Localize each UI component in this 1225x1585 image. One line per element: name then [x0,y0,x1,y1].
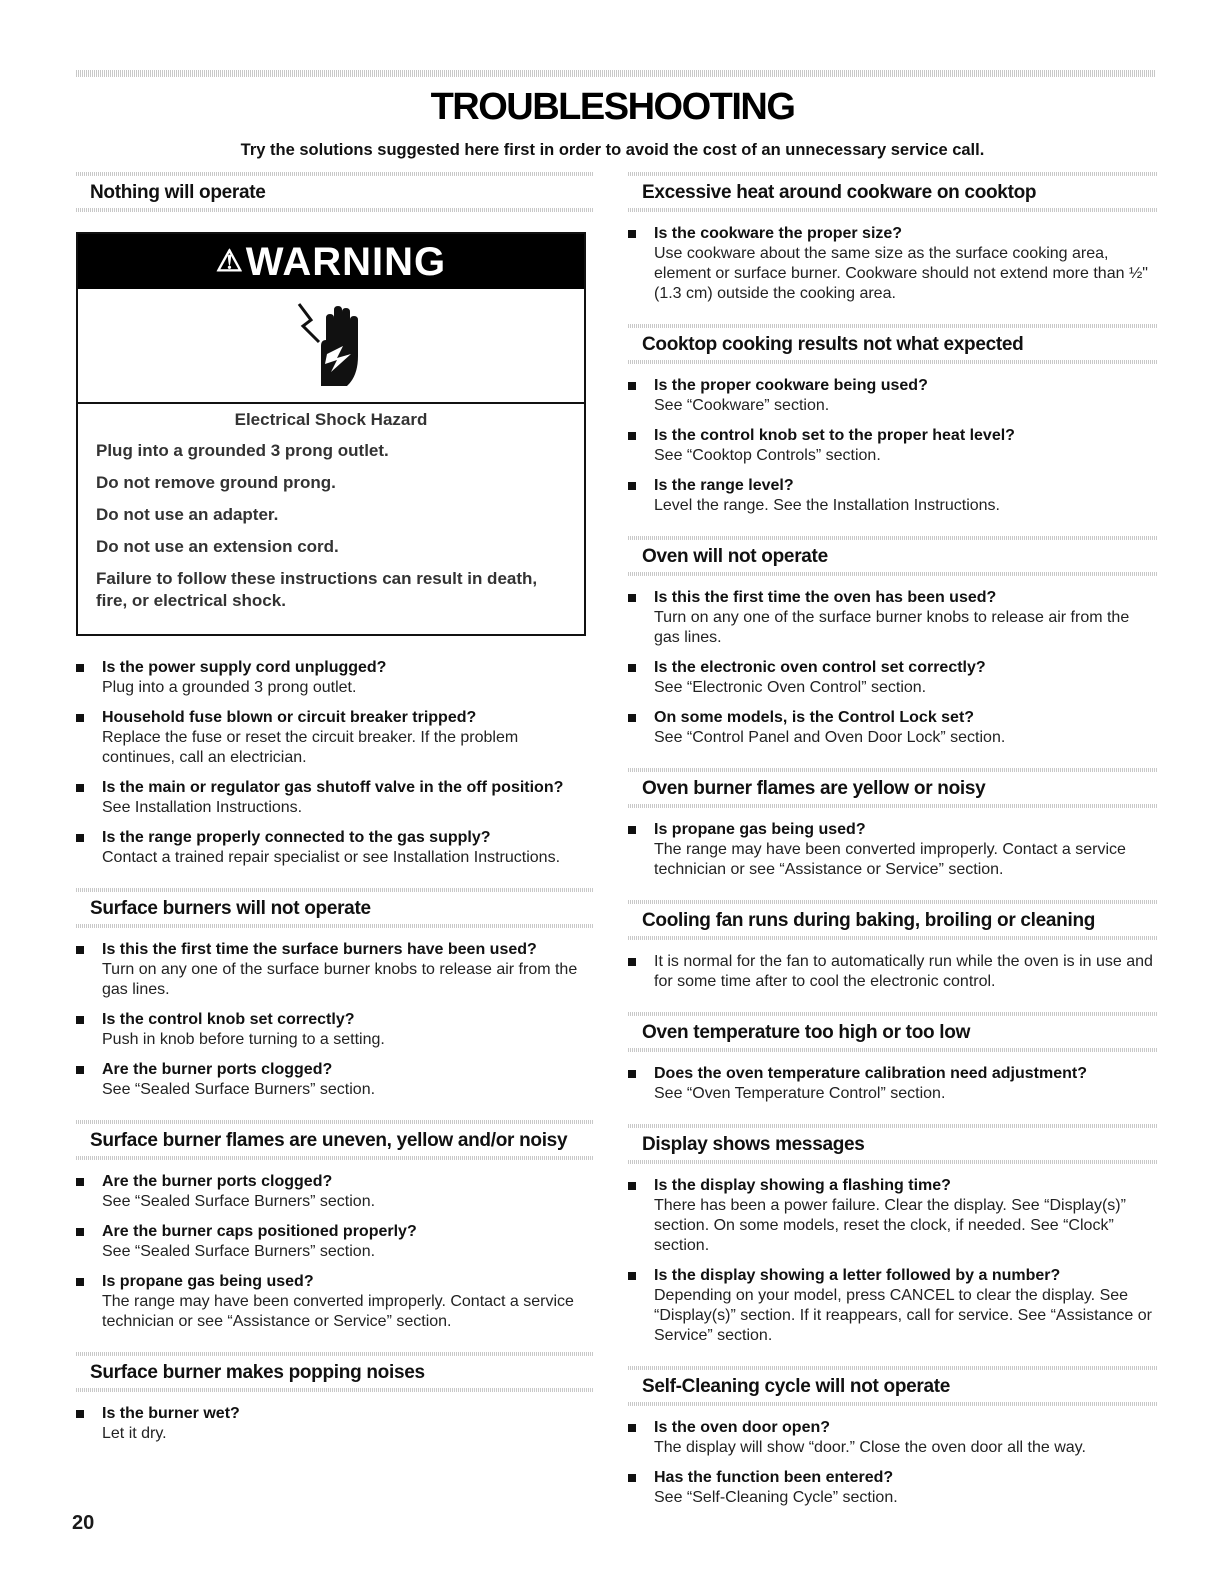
warning-header [78,234,584,289]
bullet-icon [76,1410,84,1418]
list-item [76,1010,594,1050]
answer: Depending on your model, press CANCEL to clear the display. See “Display(s)” section. If it reappears, call for service. See “Assistance or Service” section. [654,1287,1152,1344]
page-number: 20 [72,1512,95,1534]
section-heading: Oven burner flames are yellow or noisy [628,768,1158,808]
bullet-icon [76,1066,84,1074]
answer: The range may have been converted improperly. Contact a service technician or see “Assistance or Service” section. [654,841,1126,878]
list-item [76,708,594,768]
question: Is this the first time the oven has been used? [654,589,997,606]
list-item [76,828,594,868]
list-item [628,1418,1158,1458]
question: On some models, is the Control Lock set? [654,709,975,726]
bullet-icon [628,1182,636,1190]
answer: See Installation Instructions. [102,799,303,816]
bullet-icon [628,230,636,238]
section-heading: Oven temperature too high or too low [628,1012,1158,1052]
bullet-icon [76,1228,84,1236]
item-list [628,1164,1158,1366]
bullet-icon [628,664,636,672]
bullet-icon [76,834,84,842]
question: Is the proper cookware being used? [654,377,928,394]
answer: Level the range. See the Installation Instructions. [654,497,1000,514]
list-item [628,952,1158,992]
section-heading: Oven will not operate [628,536,1158,576]
bullet-icon [628,1474,636,1482]
question: Is the display showing a letter followed by a number? [654,1267,1061,1284]
bullet-icon [76,1278,84,1286]
list-item [76,1272,594,1332]
list-item [628,658,1158,698]
item-list [76,1160,594,1352]
section-heading: Self-Cleaning cycle will not operate [628,1366,1158,1406]
section-heading: Cooling fan runs during baking, broiling or cleaning [628,900,1158,940]
bullet-icon [628,1070,636,1078]
item-list [76,928,594,1120]
bullet-icon [628,382,636,390]
item-list [628,364,1158,536]
list-item [76,940,594,1000]
warning-line: Do not use an adapter. [96,505,279,524]
question: Is the oven door open? [654,1419,831,1436]
bullet-icon [628,714,636,722]
section-heading: Display shows messages [628,1124,1158,1164]
question: Is the display showing a flashing time? [654,1177,951,1194]
right-column [628,172,1158,1528]
question: Is the control knob set correctly? [102,1011,355,1028]
bullet-icon [628,1424,636,1432]
list-item [628,820,1158,880]
list-item [628,1468,1158,1508]
warning-triangle-icon: ⚠ [215,245,244,278]
section-heading: Surface burner flames are uneven, yellow and/or noisy [76,1120,594,1160]
list-item [628,708,1158,748]
list-item [628,588,1158,648]
question: Is this the first time the surface burners have been used? [102,941,537,958]
answer: Contact a trained repair specialist or see Installation Instructions. [102,849,561,866]
bullet-icon [76,784,84,792]
answer: See “Cookware” section. [654,397,830,414]
answer: Replace the fuse or reset the circuit breaker. If the problem continues, call an electrician. [102,729,519,766]
bullet-icon [76,714,84,722]
answer: See “Electronic Oven Control” section. [654,679,927,696]
answer: See “Cooktop Controls” section. [654,447,881,464]
electric-shock-hand-icon [291,296,371,396]
question: Is the range level? [654,477,794,494]
list-item [76,1222,594,1262]
list-item [628,1064,1158,1104]
answer: Turn on any one of the surface burner knobs to release air from the gas lines. [654,609,1130,646]
question: Has the function been entered? [654,1469,894,1486]
bullet-icon [76,946,84,954]
section-heading: Nothing will operate [76,172,594,212]
list-item [76,778,594,818]
question: Is the burner wet? [102,1405,240,1422]
warning-hazard: Electrical Shock Hazard [234,410,428,429]
item-list [76,1392,594,1464]
question: Is the main or regulator gas shutoff valve in the off position? [102,779,564,796]
warning-line: Do not use an extension cord. [96,537,339,556]
bullet-icon [628,482,636,490]
warning-line: Failure to follow these instructions can result in death, fire, or electrical shock. [96,569,538,610]
list-item [628,376,1158,416]
section-heading: Surface burners will not operate [76,888,594,928]
item-list [628,576,1158,768]
item-list [628,940,1158,1012]
question: Are the burner ports clogged? [102,1061,333,1078]
top-rule [76,70,1156,77]
answer: The display will show “door.” Close the oven door all the way. [654,1439,1086,1456]
bullet-icon [76,1016,84,1024]
bullet-icon [628,432,636,440]
answer: See “Self-Cleaning Cycle” section. [654,1489,898,1506]
warning-box [76,232,586,636]
answer: Use cookware about the same size as the surface cooking area, element or surface burner. Cookware should not extend more than ½" (1.3 cm) outside the cooking area. [654,245,1148,302]
bullet-icon [628,958,636,966]
answer: See “Sealed Surface Burners” section. [102,1193,376,1210]
bullet-icon [76,1178,84,1186]
section-heading: Surface burner makes popping noises [76,1352,594,1392]
bullet-icon [628,1272,636,1280]
answer: It is normal for the fan to automatically run while the oven is in use and for some time after to cool the electronic control. [654,953,1153,990]
list-item [76,1060,594,1100]
answer: See “Oven Temperature Control” section. [654,1085,946,1102]
left-column [76,172,594,1464]
answer: Push in knob before turning to a setting. [102,1031,385,1048]
answer: See “Sealed Surface Burners” section. [102,1081,376,1098]
answer: Plug into a grounded 3 prong outlet. [102,679,357,696]
warning-line: Plug into a grounded 3 prong outlet. [96,441,389,460]
list-item [628,224,1158,304]
list-item [76,658,594,698]
answer: There has been a power failure. Clear the display. See “Display(s)” section. On some models, reset the clock, if needed. See “Clock” section. [654,1197,1126,1254]
question: Is propane gas being used? [654,821,866,838]
question: Is the control knob set to the proper heat level? [654,427,1015,444]
section-heading: Excessive heat around cookware on cooktop [628,172,1158,212]
bullet-icon [628,826,636,834]
section-heading: Cooktop cooking results not what expected [628,324,1158,364]
question: Does the oven temperature calibration need adjustment? [654,1065,1087,1082]
warning-line: Do not remove ground prong. [96,473,336,492]
item-list [628,212,1158,324]
question: Is propane gas being used? [102,1273,314,1290]
item-list [76,646,594,888]
answer: The range may have been converted improperly. Contact a service technician or see “Assistance or Service” section. [102,1293,574,1330]
list-item [628,476,1158,516]
item-list [628,1052,1158,1124]
list-item [76,1172,594,1212]
list-item [76,1404,594,1444]
item-list [628,1406,1158,1528]
bullet-icon [76,664,84,672]
list-item [628,426,1158,466]
question: Is the electronic oven control set correctly? [654,659,986,676]
bullet-icon [628,594,636,602]
question: Is the cookware the proper size? [654,225,903,242]
question: Is the power supply cord unplugged? [102,659,387,676]
warning-title: WARNING [245,240,447,284]
list-item [628,1176,1158,1256]
item-list [628,808,1158,900]
page-subtitle: Try the solutions suggested here first in order to avoid the cost of an unnecessary service call. [240,141,985,159]
answer: Turn on any one of the surface burner knobs to release air from the gas lines. [102,961,578,998]
answer: See “Control Panel and Oven Door Lock” section. [654,729,1006,746]
answer: See “Sealed Surface Burners” section. [102,1243,376,1260]
question: Is the range properly connected to the gas supply? [102,829,491,846]
page-title: TROUBLESHOOTING [430,86,795,128]
answer: Let it dry. [102,1425,167,1442]
question: Household fuse blown or circuit breaker tripped? [102,709,477,726]
list-item [628,1266,1158,1346]
question: Are the burner caps positioned properly? [102,1223,417,1240]
question: Are the burner ports clogged? [102,1173,333,1190]
warning-pictogram [78,289,584,404]
